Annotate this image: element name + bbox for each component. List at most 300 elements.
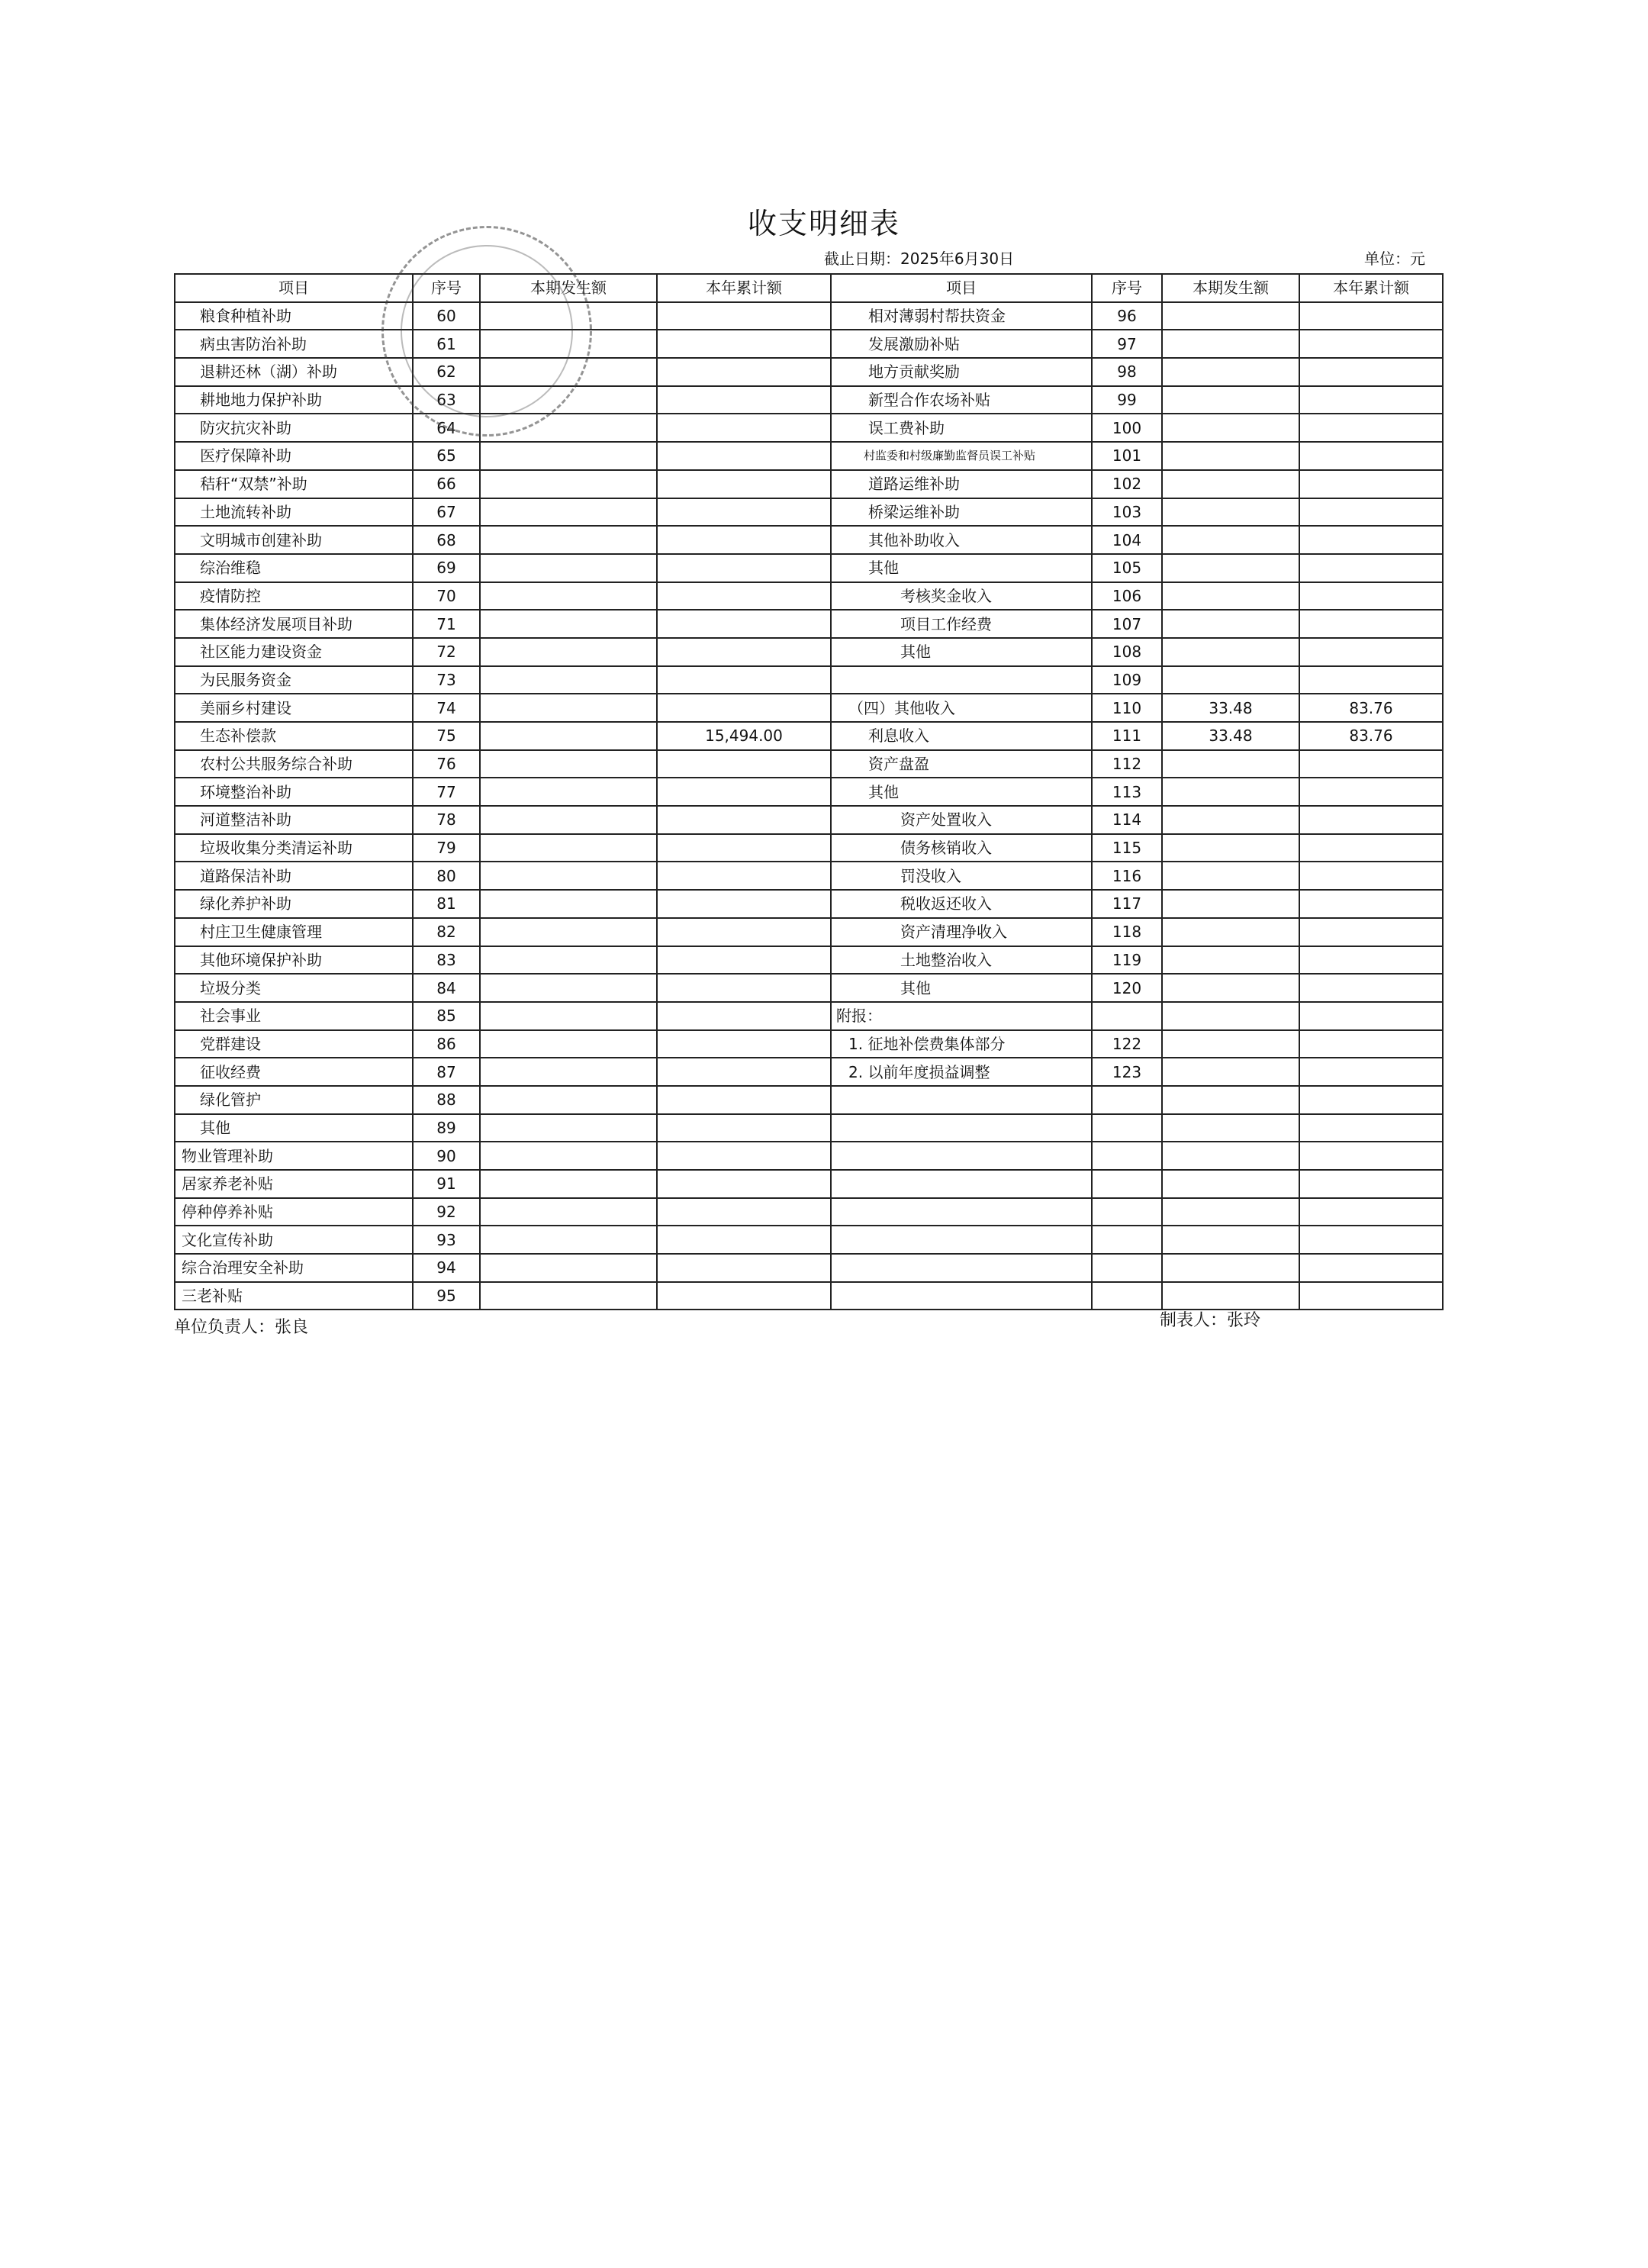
right-ytd-amount-cell: [1299, 1058, 1443, 1086]
table-row: [175, 750, 1443, 778]
table-row: [175, 330, 1443, 358]
right-seq-cell: 102: [1092, 470, 1162, 498]
left-period-amount-cell: [480, 1254, 657, 1282]
left-ytd-amount-cell: [657, 1058, 831, 1086]
table-row: [175, 1114, 1443, 1142]
left-period-amount-cell: [480, 1114, 657, 1142]
right-item-cell: 资产处置收入: [831, 806, 1092, 834]
left-seq-cell: 61: [413, 330, 480, 358]
left-item-cell: 医疗保障补助: [175, 442, 413, 470]
left-ytd-amount-cell: [657, 918, 831, 946]
table-row: [175, 974, 1443, 1002]
right-period-amount-cell: [1162, 526, 1299, 554]
left-period-amount-cell: [480, 1226, 657, 1254]
left-seq-cell: 90: [413, 1142, 480, 1170]
right-ytd-amount-cell: [1299, 778, 1443, 806]
left-period-amount-cell: [480, 442, 657, 470]
left-period-amount-cell: [480, 666, 657, 694]
right-period-amount-cell: [1162, 890, 1299, 918]
right-period-amount-cell: [1162, 582, 1299, 610]
left-period-amount-cell: [480, 834, 657, 862]
left-period-amount-cell: [480, 1030, 657, 1058]
right-seq-cell: 122: [1092, 1030, 1162, 1058]
right-ytd-amount-cell: [1299, 862, 1443, 890]
right-seq-cell: 123: [1092, 1058, 1162, 1086]
left-item-cell: 党群建设: [175, 1030, 413, 1058]
left-seq-cell: 91: [413, 1170, 480, 1198]
left-item-cell: 耕地地力保护补助: [175, 386, 413, 414]
right-item-cell: 其他补助收入: [831, 526, 1092, 554]
right-seq-cell: [1092, 1170, 1162, 1198]
left-ytd-amount-cell: [657, 862, 831, 890]
left-period-amount-cell: [480, 1282, 657, 1310]
right-ytd-amount-cell: [1299, 1002, 1443, 1030]
left-item-cell: 居家养老补贴: [175, 1170, 413, 1198]
left-seq-cell: 87: [413, 1058, 480, 1086]
left-item-cell: 疫情防控: [175, 582, 413, 610]
income-expense-table: [174, 273, 1444, 1310]
right-seq-cell: 103: [1092, 498, 1162, 527]
left-period-amount-cell: [480, 1086, 657, 1114]
left-ytd-amount-cell: [657, 806, 831, 834]
right-period-amount-cell: [1162, 1142, 1299, 1170]
right-seq-cell: [1092, 1114, 1162, 1142]
left-ytd-amount-cell: [657, 526, 831, 554]
left-item-cell: 社会事业: [175, 1002, 413, 1030]
preparer: 制表人：张玲: [1160, 1311, 1261, 1330]
left-ytd-amount-cell: [657, 470, 831, 498]
left-item-cell: 征收经费: [175, 1058, 413, 1086]
table-row: [175, 1142, 1443, 1170]
left-seq-cell: 60: [413, 302, 480, 330]
left-item-cell: 农村公共服务综合补助: [175, 750, 413, 778]
left-seq-cell: 75: [413, 722, 480, 750]
header-seq-right: 序号: [1092, 274, 1162, 302]
right-seq-cell: 116: [1092, 862, 1162, 890]
right-ytd-amount-cell: [1299, 442, 1443, 470]
right-ytd-amount-cell: [1299, 470, 1443, 498]
right-ytd-amount-cell: [1299, 302, 1443, 330]
left-period-amount-cell: [480, 974, 657, 1002]
right-item-cell: 债务核销收入: [831, 834, 1092, 862]
right-period-amount-cell: [1162, 778, 1299, 806]
table-row: [175, 1030, 1443, 1058]
right-item-cell: 土地整治收入: [831, 946, 1092, 975]
right-item-cell: [831, 666, 1092, 694]
left-ytd-amount-cell: [657, 1030, 831, 1058]
left-item-cell: 退耕还林（湖）补助: [175, 358, 413, 386]
left-seq-cell: 94: [413, 1254, 480, 1282]
right-seq-cell: 106: [1092, 582, 1162, 610]
right-period-amount-cell: [1162, 1114, 1299, 1142]
table-row: [175, 1058, 1443, 1086]
table-row: [175, 694, 1443, 722]
right-seq-cell: 107: [1092, 610, 1162, 638]
table-row: [175, 806, 1443, 834]
left-ytd-amount-cell: [657, 1282, 831, 1310]
left-item-cell: 文化宣传补助: [175, 1226, 413, 1254]
right-seq-cell: 115: [1092, 834, 1162, 862]
right-item-cell: [831, 1170, 1092, 1198]
right-seq-cell: 109: [1092, 666, 1162, 694]
left-item-cell: 生态补偿款: [175, 722, 413, 750]
left-period-amount-cell: [480, 694, 657, 722]
right-period-amount-cell: [1162, 358, 1299, 386]
left-ytd-amount-cell: [657, 638, 831, 666]
left-seq-cell: 72: [413, 638, 480, 666]
left-seq-cell: 71: [413, 610, 480, 638]
right-period-amount-cell: [1162, 1170, 1299, 1198]
right-item-cell: 新型合作农场补贴: [831, 386, 1092, 414]
right-ytd-amount-cell: [1299, 666, 1443, 694]
header-item-right: 项目: [831, 274, 1092, 302]
right-period-amount-cell: [1162, 806, 1299, 834]
right-item-cell: （四）其他收入: [831, 694, 1092, 722]
table-row: [175, 890, 1443, 918]
left-period-amount-cell: [480, 750, 657, 778]
right-ytd-amount-cell: [1299, 974, 1443, 1002]
left-ytd-amount-cell: [657, 666, 831, 694]
right-seq-cell: 118: [1092, 918, 1162, 946]
left-seq-cell: 73: [413, 666, 480, 694]
right-ytd-amount-cell: [1299, 358, 1443, 386]
right-ytd-amount-cell: [1299, 554, 1443, 582]
header-ytd-left: 本年累计额: [657, 274, 831, 302]
table-row: [175, 1254, 1443, 1282]
right-seq-cell: 97: [1092, 330, 1162, 358]
left-item-cell: 文明城市创建补助: [175, 526, 413, 554]
left-period-amount-cell: [480, 1142, 657, 1170]
left-period-amount-cell: [480, 890, 657, 918]
left-ytd-amount-cell: [657, 1198, 831, 1226]
right-item-cell: 项目工作经费: [831, 610, 1092, 638]
right-period-amount-cell: 33.48: [1162, 722, 1299, 750]
left-seq-cell: 93: [413, 1226, 480, 1254]
table-row: [175, 610, 1443, 638]
left-item-cell: 社区能力建设资金: [175, 638, 413, 666]
right-period-amount-cell: [1162, 554, 1299, 582]
right-ytd-amount-cell: [1299, 582, 1443, 610]
left-item-cell: 道路保洁补助: [175, 862, 413, 890]
left-seq-cell: 77: [413, 778, 480, 806]
right-ytd-amount-cell: [1299, 526, 1443, 554]
left-ytd-amount-cell: [657, 498, 831, 527]
left-item-cell: 为民服务资金: [175, 666, 413, 694]
right-ytd-amount-cell: [1299, 1170, 1443, 1198]
table-row: [175, 1170, 1443, 1198]
right-item-cell: [831, 1282, 1092, 1310]
right-item-cell: 道路运维补助: [831, 470, 1092, 498]
left-period-amount-cell: [480, 386, 657, 414]
right-item-cell: 地方贡献奖励: [831, 358, 1092, 386]
right-item-cell: [831, 1086, 1092, 1114]
table-row: [175, 722, 1443, 750]
right-period-amount-cell: [1162, 498, 1299, 527]
header-period-right: 本期发生额: [1162, 274, 1299, 302]
left-period-amount-cell: [480, 330, 657, 358]
left-ytd-amount-cell: [657, 834, 831, 862]
left-period-amount-cell: [480, 582, 657, 610]
right-period-amount-cell: [1162, 330, 1299, 358]
table-row: [175, 778, 1443, 806]
left-item-cell: 垃圾分类: [175, 974, 413, 1002]
left-ytd-amount-cell: [657, 1114, 831, 1142]
left-item-cell: 环境整治补助: [175, 778, 413, 806]
right-item-cell: 其他: [831, 974, 1092, 1002]
left-seq-cell: 78: [413, 806, 480, 834]
left-period-amount-cell: [480, 498, 657, 527]
table-row: [175, 1086, 1443, 1114]
right-period-amount-cell: [1162, 1198, 1299, 1226]
left-seq-cell: 69: [413, 554, 480, 582]
right-seq-cell: 105: [1092, 554, 1162, 582]
right-item-cell: [831, 1198, 1092, 1226]
right-period-amount-cell: [1162, 1002, 1299, 1030]
left-ytd-amount-cell: [657, 694, 831, 722]
left-seq-cell: 85: [413, 1002, 480, 1030]
left-period-amount-cell: [480, 526, 657, 554]
header-ytd-right: 本年累计额: [1299, 274, 1443, 302]
left-ytd-amount-cell: [657, 750, 831, 778]
left-seq-cell: 70: [413, 582, 480, 610]
left-period-amount-cell: [480, 470, 657, 498]
left-item-cell: 垃圾收集分类清运补助: [175, 834, 413, 862]
left-seq-cell: 92: [413, 1198, 480, 1226]
left-item-cell: 综合治理安全补助: [175, 1254, 413, 1282]
table-row: [175, 862, 1443, 890]
right-item-cell: 村监委和村级廉勤监督员误工补贴: [831, 442, 1092, 470]
left-seq-cell: 86: [413, 1030, 480, 1058]
table-row: [175, 1226, 1443, 1254]
right-item-cell: [831, 1254, 1092, 1282]
left-seq-cell: 95: [413, 1282, 480, 1310]
right-item-cell: 桥梁运维补助: [831, 498, 1092, 527]
left-seq-cell: 74: [413, 694, 480, 722]
right-seq-cell: 100: [1092, 414, 1162, 442]
right-period-amount-cell: [1162, 750, 1299, 778]
left-ytd-amount-cell: [657, 414, 831, 442]
left-seq-cell: 63: [413, 386, 480, 414]
left-ytd-amount-cell: 15,494.00: [657, 722, 831, 750]
table-row: [175, 946, 1443, 975]
right-item-cell: 考核奖金收入: [831, 582, 1092, 610]
right-ytd-amount-cell: [1299, 498, 1443, 527]
left-item-cell: 粮食种植补助: [175, 302, 413, 330]
left-item-cell: 其他: [175, 1114, 413, 1142]
right-item-cell: 1. 征地补偿费集体部分: [831, 1030, 1092, 1058]
left-seq-cell: 64: [413, 414, 480, 442]
left-ytd-amount-cell: [657, 890, 831, 918]
left-item-cell: 河道整洁补助: [175, 806, 413, 834]
table-row: [175, 638, 1443, 666]
right-period-amount-cell: [1162, 386, 1299, 414]
right-ytd-amount-cell: [1299, 890, 1443, 918]
table-row: [175, 1002, 1443, 1030]
right-period-amount-cell: 33.48: [1162, 694, 1299, 722]
right-period-amount-cell: [1162, 1282, 1299, 1310]
left-item-cell: 其他环境保护补助: [175, 946, 413, 975]
right-item-cell: 相对薄弱村帮扶资金: [831, 302, 1092, 330]
right-item-cell: 其他: [831, 778, 1092, 806]
right-ytd-amount-cell: [1299, 918, 1443, 946]
left-item-cell: 美丽乡村建设: [175, 694, 413, 722]
table-row: [175, 526, 1443, 554]
right-item-cell: [831, 1114, 1092, 1142]
left-item-cell: 秸秆“双禁”补助: [175, 470, 413, 498]
table-row: [175, 1282, 1443, 1310]
table-row: [175, 554, 1443, 582]
right-period-amount-cell: [1162, 918, 1299, 946]
currency-unit: 单位：元: [1364, 250, 1425, 268]
header-period-left: 本期发生额: [480, 274, 657, 302]
left-period-amount-cell: [480, 554, 657, 582]
left-period-amount-cell: [480, 414, 657, 442]
table-row: [175, 470, 1443, 498]
right-seq-cell: 114: [1092, 806, 1162, 834]
table-row: [175, 302, 1443, 330]
right-ytd-amount-cell: [1299, 1114, 1443, 1142]
right-seq-cell: [1092, 1086, 1162, 1114]
right-ytd-amount-cell: [1299, 1142, 1443, 1170]
right-item-cell: [831, 1142, 1092, 1170]
right-ytd-amount-cell: [1299, 610, 1443, 638]
left-item-cell: 土地流转补助: [175, 498, 413, 527]
right-period-amount-cell: [1162, 302, 1299, 330]
right-ytd-amount-cell: [1299, 1254, 1443, 1282]
right-seq-cell: 120: [1092, 974, 1162, 1002]
right-seq-cell: 101: [1092, 442, 1162, 470]
left-seq-cell: 62: [413, 358, 480, 386]
table-row: [175, 442, 1443, 470]
right-item-cell: 附报：: [831, 1002, 1092, 1030]
left-seq-cell: 68: [413, 526, 480, 554]
left-item-cell: 绿化养护补助: [175, 890, 413, 918]
left-ytd-amount-cell: [657, 1170, 831, 1198]
unit-responsible-person: 单位负责人：张良: [174, 1318, 309, 1337]
left-item-cell: 病虫害防治补助: [175, 330, 413, 358]
left-period-amount-cell: [480, 1170, 657, 1198]
left-ytd-amount-cell: [657, 302, 831, 330]
left-ytd-amount-cell: [657, 554, 831, 582]
right-period-amount-cell: [1162, 1086, 1299, 1114]
right-seq-cell: [1092, 1002, 1162, 1030]
right-ytd-amount-cell: [1299, 834, 1443, 862]
table-row: [175, 834, 1443, 862]
table-row: [175, 498, 1443, 527]
left-ytd-amount-cell: [657, 610, 831, 638]
left-ytd-amount-cell: [657, 582, 831, 610]
right-seq-cell: 99: [1092, 386, 1162, 414]
right-ytd-amount-cell: [1299, 386, 1443, 414]
right-ytd-amount-cell: 83.76: [1299, 722, 1443, 750]
left-seq-cell: 80: [413, 862, 480, 890]
right-seq-cell: 117: [1092, 890, 1162, 918]
right-period-amount-cell: [1162, 1030, 1299, 1058]
left-seq-cell: 82: [413, 918, 480, 946]
right-period-amount-cell: [1162, 862, 1299, 890]
table-body: [175, 302, 1443, 1310]
table-row: [175, 1198, 1443, 1226]
right-ytd-amount-cell: [1299, 1282, 1443, 1310]
left-period-amount-cell: [480, 1058, 657, 1086]
left-ytd-amount-cell: [657, 386, 831, 414]
right-item-cell: 罚没收入: [831, 862, 1092, 890]
right-item-cell: 其他: [831, 638, 1092, 666]
right-seq-cell: 108: [1092, 638, 1162, 666]
right-ytd-amount-cell: [1299, 1086, 1443, 1114]
right-ytd-amount-cell: [1299, 330, 1443, 358]
right-seq-cell: 119: [1092, 946, 1162, 975]
left-seq-cell: 84: [413, 974, 480, 1002]
left-period-amount-cell: [480, 946, 657, 975]
left-seq-cell: 65: [413, 442, 480, 470]
table-row: [175, 414, 1443, 442]
left-ytd-amount-cell: [657, 330, 831, 358]
right-item-cell: 2. 以前年度损益调整: [831, 1058, 1092, 1086]
left-period-amount-cell: [480, 358, 657, 386]
right-period-amount-cell: [1162, 1254, 1299, 1282]
left-period-amount-cell: [480, 610, 657, 638]
right-ytd-amount-cell: [1299, 750, 1443, 778]
right-seq-cell: 112: [1092, 750, 1162, 778]
right-period-amount-cell: [1162, 414, 1299, 442]
right-period-amount-cell: [1162, 974, 1299, 1002]
right-item-cell: 发展激励补贴: [831, 330, 1092, 358]
header-item-left: 项目: [175, 274, 413, 302]
left-period-amount-cell: [480, 302, 657, 330]
right-item-cell: 资产盘盈: [831, 750, 1092, 778]
table-row: [175, 386, 1443, 414]
right-period-amount-cell: [1162, 1058, 1299, 1086]
left-item-cell: 绿化管护: [175, 1086, 413, 1114]
left-seq-cell: 88: [413, 1086, 480, 1114]
right-period-amount-cell: [1162, 946, 1299, 975]
right-ytd-amount-cell: [1299, 806, 1443, 834]
left-ytd-amount-cell: [657, 778, 831, 806]
right-seq-cell: [1092, 1226, 1162, 1254]
left-item-cell: 物业管理补助: [175, 1142, 413, 1170]
right-item-cell: 税收返还收入: [831, 890, 1092, 918]
table-header-row: [175, 274, 1443, 302]
right-item-cell: [831, 1226, 1092, 1254]
right-ytd-amount-cell: [1299, 1030, 1443, 1058]
left-ytd-amount-cell: [657, 1086, 831, 1114]
left-seq-cell: 66: [413, 470, 480, 498]
left-seq-cell: 81: [413, 890, 480, 918]
right-ytd-amount-cell: 83.76: [1299, 694, 1443, 722]
right-seq-cell: 98: [1092, 358, 1162, 386]
report-title: 收支明细表: [747, 207, 900, 240]
right-item-cell: 误工费补助: [831, 414, 1092, 442]
right-seq-cell: 110: [1092, 694, 1162, 722]
right-period-amount-cell: [1162, 442, 1299, 470]
left-ytd-amount-cell: [657, 1002, 831, 1030]
left-ytd-amount-cell: [657, 1226, 831, 1254]
left-item-cell: 集体经济发展项目补助: [175, 610, 413, 638]
left-period-amount-cell: [480, 806, 657, 834]
left-ytd-amount-cell: [657, 1254, 831, 1282]
header-seq-left: 序号: [413, 274, 480, 302]
left-seq-cell: 67: [413, 498, 480, 527]
right-item-cell: 资产清理净收入: [831, 918, 1092, 946]
right-ytd-amount-cell: [1299, 638, 1443, 666]
right-seq-cell: [1092, 1142, 1162, 1170]
table-row: [175, 582, 1443, 610]
right-item-cell: 其他: [831, 554, 1092, 582]
left-period-amount-cell: [480, 862, 657, 890]
left-seq-cell: 89: [413, 1114, 480, 1142]
right-period-amount-cell: [1162, 638, 1299, 666]
